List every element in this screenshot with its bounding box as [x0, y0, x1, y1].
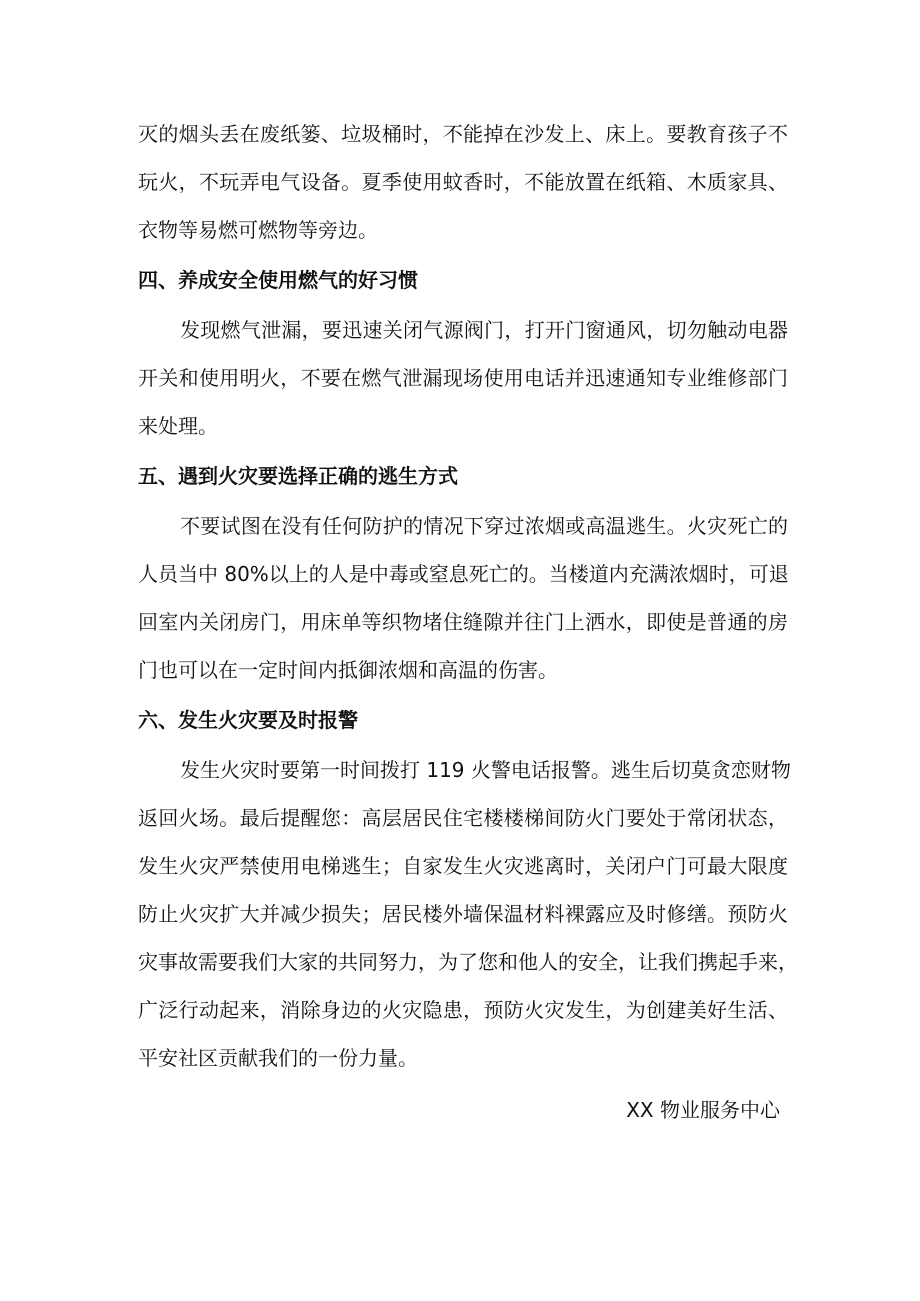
paragraph-escape [138, 502, 788, 694]
paragraph-alarm [138, 746, 798, 1082]
text-line: 防止火灾扩大并减少损失；居民楼外墙保温材料裸露应及时修缮。预防火 [138, 902, 788, 926]
text-line: 广泛行动起来，消除身边的火灾隐患，预防火灾发生，为创建美好生活、 [138, 998, 788, 1022]
text-line: 灾事故需要我们大家的共同努力，为了您和他人的安全，让我们携起手来， [138, 950, 798, 974]
text-line: 不要试图在没有任何防护的情况下穿过浓烟或高温逃生。火灾死亡的 [180, 514, 788, 538]
section-heading-gas-safety: 四、养成安全使用燃气的好习惯 [138, 268, 418, 292]
section-heading-escape: 五、遇到火灾要选择正确的逃生方式 [138, 464, 458, 488]
text-line: 发现燃气泄漏，要迅速关闭气源阀门，打开门窗通风，切勿触动电器 [180, 318, 788, 342]
paragraph-fire-safety-tail [138, 110, 788, 254]
text-line: 返回火场。最后提醒您：高层居民住宅楼楼梯间防火门要处于常闭状态， [138, 806, 788, 830]
text-line: 衣物等易燃可燃物等旁边。 [138, 218, 378, 242]
signature: XX 物业服务中心 [626, 1098, 780, 1122]
section-heading-alarm: 六、发生火灾要及时报警 [138, 708, 358, 732]
text-line: 回室内关闭房门，用床单等织物堵住缝隙并往门上洒水，即使是普通的房 [138, 610, 788, 634]
paragraph-gas-safety [138, 306, 788, 450]
text-line: 灭的烟头丢在废纸篓、垃圾桶时，不能掉在沙发上、床上。要教育孩子不 [138, 122, 788, 146]
text-line: 玩火，不玩弄电气设备。夏季使用蚊香时，不能放置在纸箱、木质家具、 [138, 170, 788, 194]
text-line: 门也可以在一定时间内抵御浓烟和高温的伤害。 [138, 658, 558, 682]
text-line: 来处理。 [138, 414, 218, 438]
text-line: 开关和使用明火，不要在燃气泄漏现场使用电话并迅速通知专业维修部门 [138, 366, 788, 390]
text-line: 发生火灾严禁使用电梯逃生；自家发生火灾逃离时，关闭户门可最大限度 [138, 854, 788, 878]
text-line: 发生火灾时要第一时间拨打 119 火警电话报警。逃生后切莫贪恋财物 [180, 758, 791, 782]
document-page [138, 110, 798, 1134]
text-line: 平安社区贡献我们的一份力量。 [138, 1046, 418, 1070]
text-line: 人员当中 80%以上的人是中毒或窒息死亡的。当楼道内充满浓烟时，可退 [138, 562, 789, 586]
